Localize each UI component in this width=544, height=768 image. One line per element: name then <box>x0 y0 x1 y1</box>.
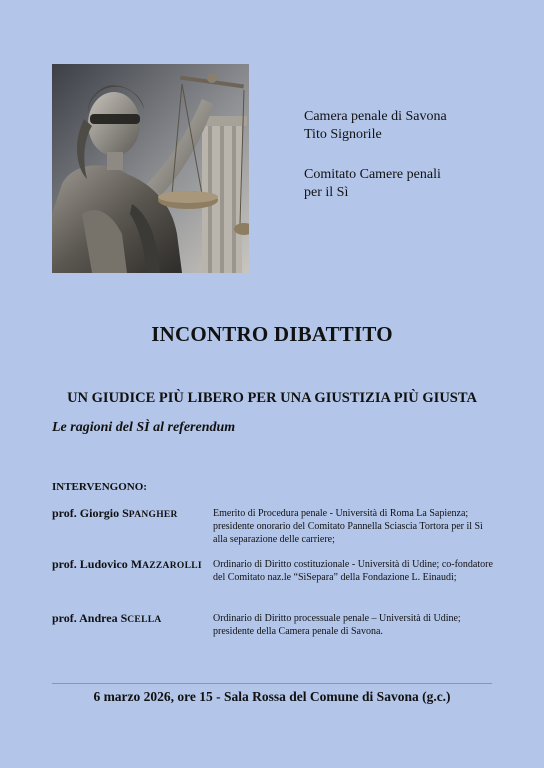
speaker-name <box>52 557 202 572</box>
speaker-name <box>52 611 162 626</box>
speaker-surname-rest: PANGHER <box>128 510 178 520</box>
organizer-line-4: per il Sì <box>304 185 349 200</box>
lady-justice-image <box>52 64 249 273</box>
speaker-surname-initial: S <box>120 611 128 625</box>
event-subtitle: UN GIUDICE PIÙ LIBERO PER UNA GIUSTIZIA PIÙ GIUSTA <box>67 390 477 406</box>
speaker-surname-rest: AZZAROLLI <box>142 561 202 571</box>
speaker-first-name: prof. Andrea <box>52 611 121 625</box>
event-date-location: 6 marzo 2026, ore 15 - Sala Rossa del Comune di Savona (g.c.) <box>93 689 451 704</box>
speaker-surname-initial: M <box>130 557 143 571</box>
speaker-name <box>52 506 178 521</box>
speaker-bio: Ordinario di Diritto costituzionale - Università di Udine; co-fondatore del Comitato naz.le “SìSepara” della Fondazione L. Einaudi; <box>213 559 493 583</box>
organizer-line-2: Tito Signorile <box>304 127 382 142</box>
event-title: INCONTRO DIBATTITO <box>151 322 393 346</box>
speakers-heading: INTERVENGONO: <box>52 481 147 493</box>
justice-statue-photo <box>52 64 249 273</box>
event-tagline: Le ragioni del SÌ al referendum <box>52 420 236 435</box>
speaker-surname-initial: S <box>122 506 129 520</box>
speaker-bio: Emerito di Procedura penale - Università di Roma La Sapienza; presidente onorario del Comitato Pannella Sciascia Tortora per il Sì alla separazione delle carriere; <box>213 508 483 545</box>
speaker-first-name: prof. Ludovico <box>52 557 131 571</box>
organizer-comitato <box>304 166 441 202</box>
footer-divider <box>52 683 492 684</box>
speaker-surname-rest: CELLA <box>127 615 162 625</box>
speaker-first-name: prof. Giorgio <box>52 506 123 520</box>
organizer-line-3: Comitato Camere penali <box>304 167 441 182</box>
organizer-line-1: Camera penale di Savona <box>304 109 447 124</box>
speaker-bio: Ordinario di Diritto processuale penale – Università di Udine; presidente della Camera penale di Savona. <box>213 613 461 637</box>
organizer-camera-penale <box>304 108 447 144</box>
